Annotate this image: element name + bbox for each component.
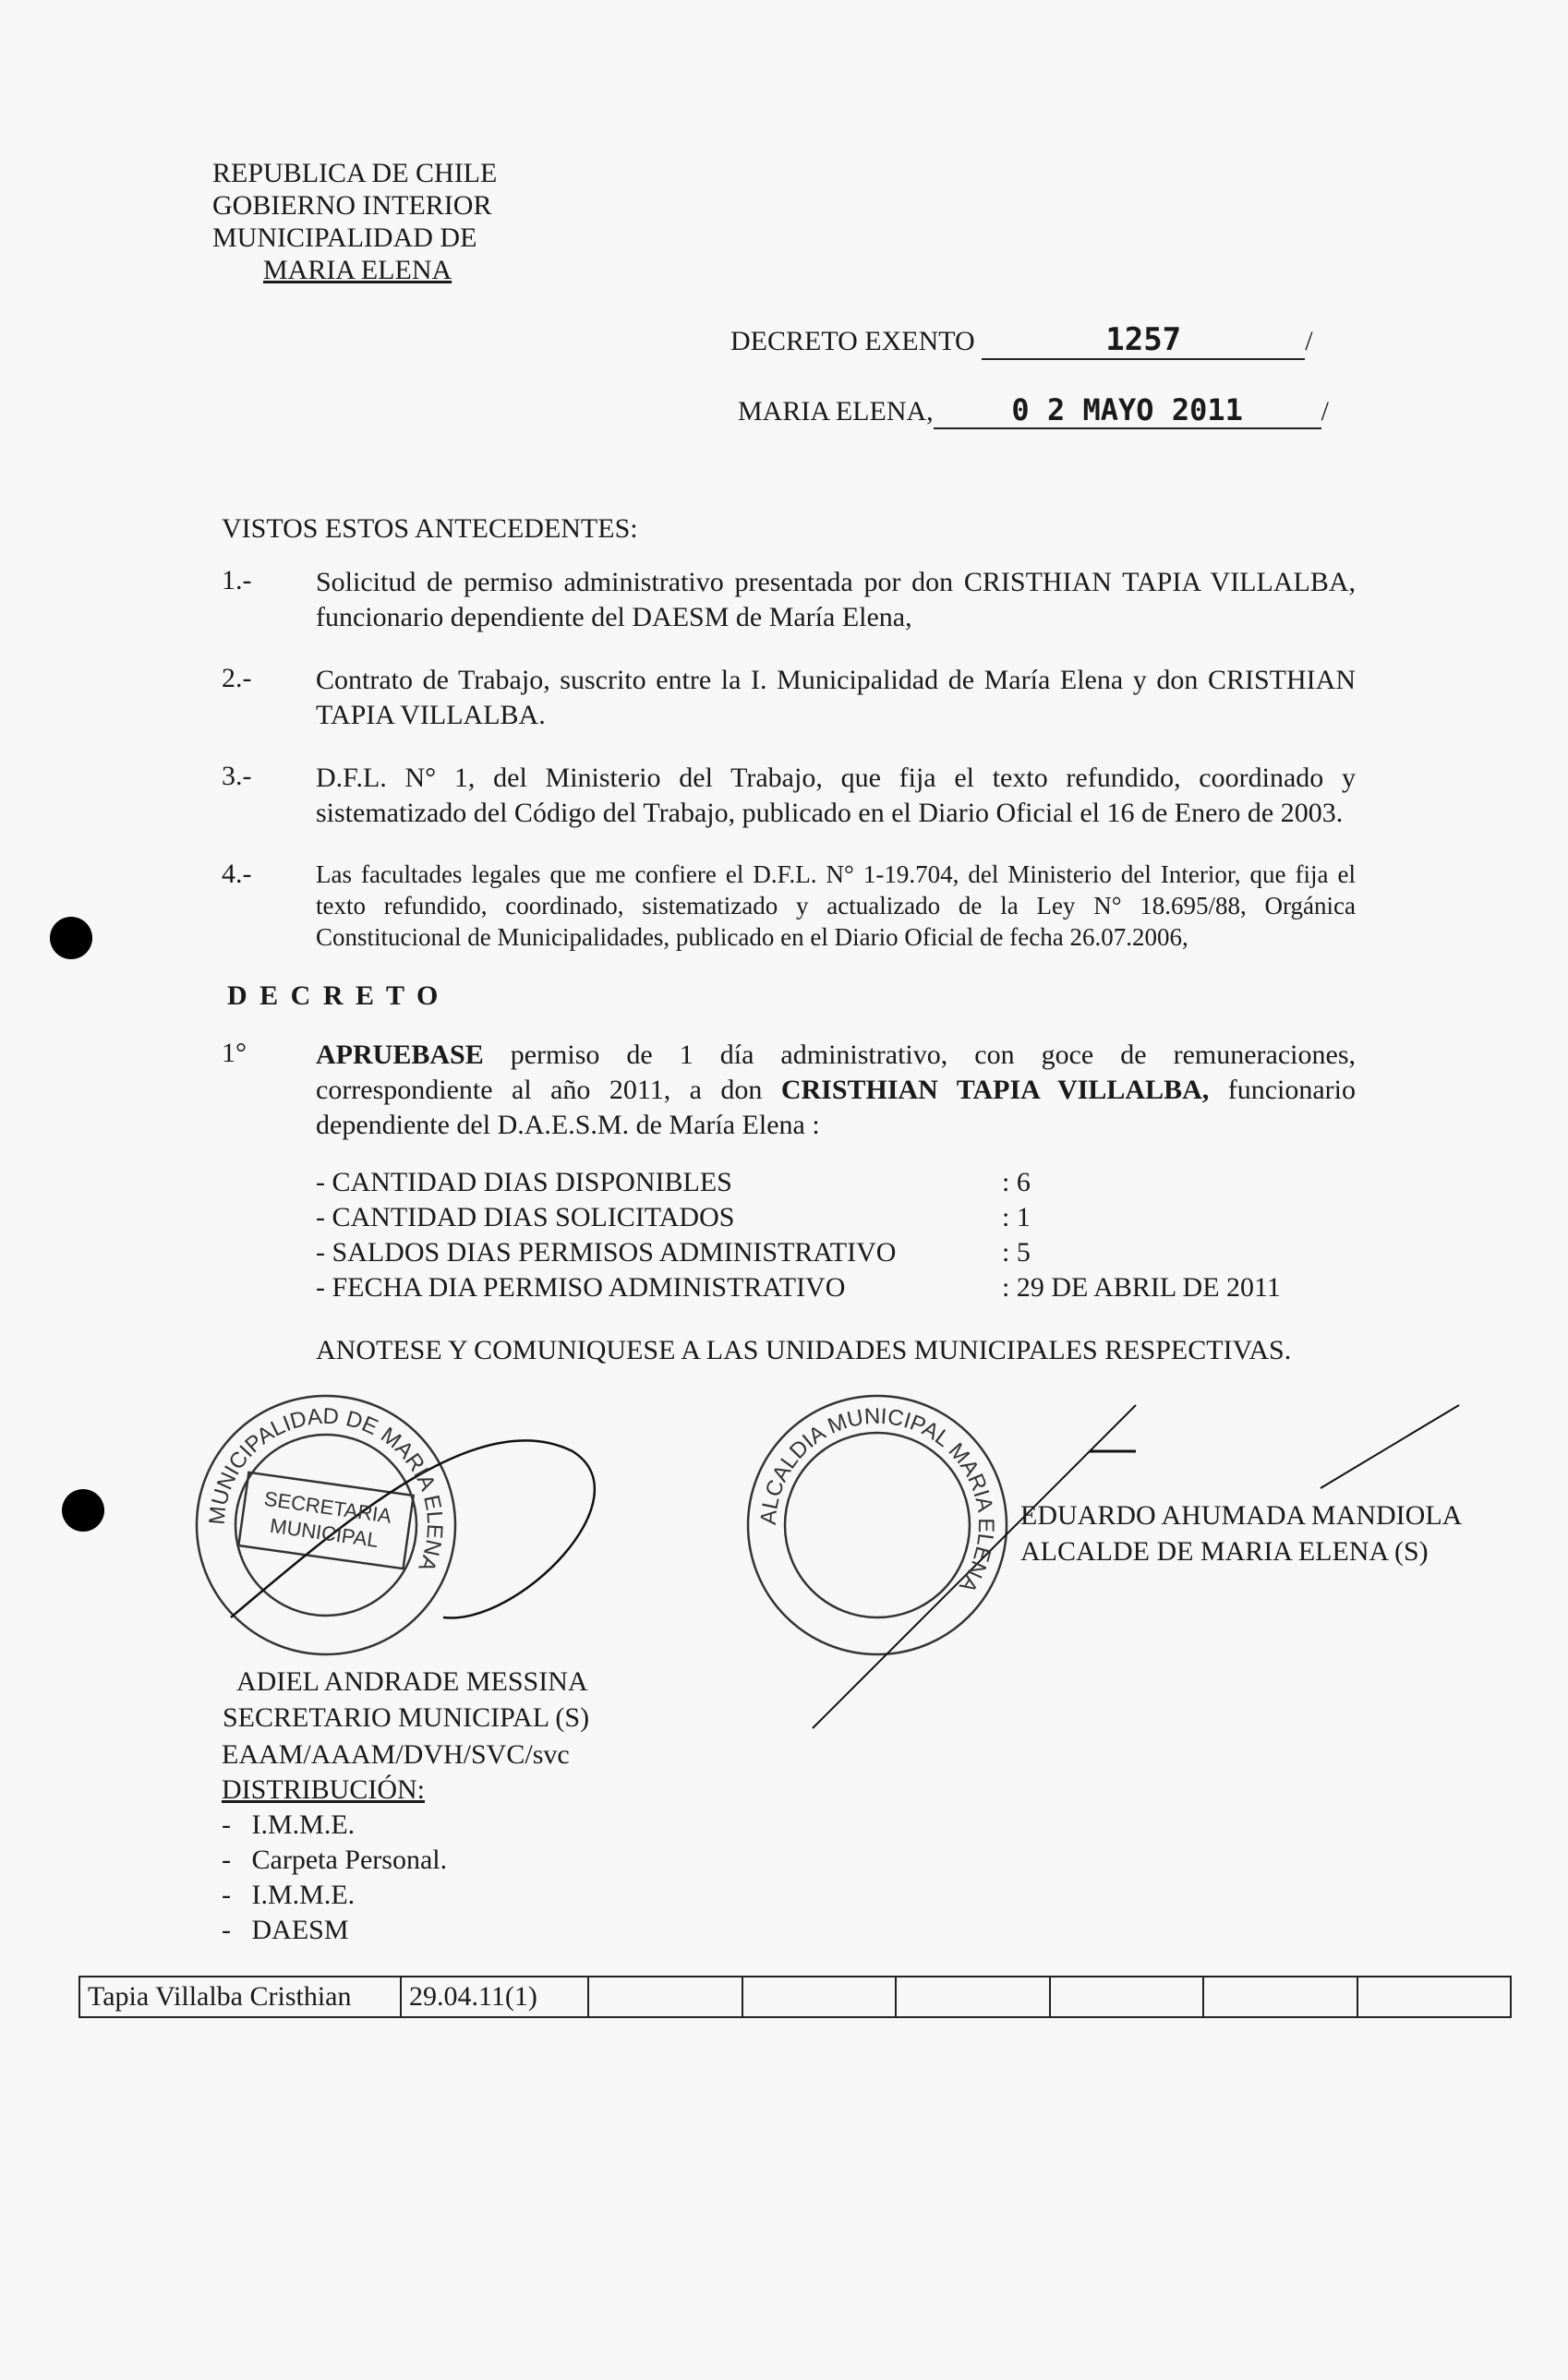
footer-cell xyxy=(588,1977,742,2017)
item-text: Las facultades legales que me confiere el D.F.L. N° 1-19.704, del Ministerio del Interior, que fija el texto refundido, coordinado, sistematizado y actualizado de la Ley N° 18.695/88, Orgánica Constitucional de Municipalidades, publicado en el Diario Oficial de fecha 26.07.2006, xyxy=(316,860,1356,951)
signer-title: SECRETARIO MUNICIPAL (S) xyxy=(223,1702,590,1733)
footer-table xyxy=(78,1976,1512,2018)
right-signature xyxy=(1020,1497,1462,1569)
distribution-item: - DAESM xyxy=(222,1915,349,1945)
place-label: MARIA ELENA, xyxy=(738,396,934,427)
initials: EAAM/AAAM/DVH/SVC/svc xyxy=(222,1739,570,1770)
punch-hole xyxy=(50,917,92,959)
svg-text:MUNICIPALIDAD DE MARIA ELENA xyxy=(205,1404,448,1575)
row-value: : 5 xyxy=(1002,1237,1031,1268)
document-body xyxy=(0,513,1568,2018)
row-value: : 6 xyxy=(1002,1167,1031,1197)
item-text: D.F.L. N° 1, del Ministerio del Trabajo, que fija el texto refundido, coordinado y sistematizado del Código del Trabajo, publicado en el Diario Oficial el 16 de Enero de 2003. xyxy=(316,763,1356,828)
footer-cell xyxy=(1050,1977,1204,2017)
distribution-title: DISTRIBUCIÓN: xyxy=(222,1774,426,1805)
row-label: - CANTIDAD DIAS SOLICITADOS xyxy=(316,1202,735,1232)
footer-cell xyxy=(742,1977,897,2017)
distribution-item: - I.M.M.E. xyxy=(222,1809,356,1840)
item-number: 2.- xyxy=(222,663,252,693)
footer-cell xyxy=(1357,1977,1512,2017)
alcaldia-stamp xyxy=(748,1396,1007,1654)
item-text: Contrato de Trabajo, suscrito entre la I. Municipalidad de María Elena y don CRISTHIAN TAPIA VILLALBA. xyxy=(316,665,1356,730)
row-label: - SALDOS DIAS PERMISOS ADMINISTRATIVO xyxy=(316,1237,897,1268)
stamp-text: MUNICIPALIDAD DE MARIA ELENA xyxy=(204,1403,448,1575)
item-number: 3.- xyxy=(222,761,252,791)
footer-cell: Tapia Villalba Cristhian xyxy=(79,1977,401,2017)
days-list xyxy=(316,1165,1424,1305)
signer-name: ADIEL ANDRADE MESSINA xyxy=(236,1666,588,1697)
footer-cell xyxy=(1203,1977,1357,2017)
distribution-item: - I.M.M.E. xyxy=(222,1880,356,1910)
footer-cell: 29.04.11(1) xyxy=(401,1977,588,2017)
letterhead-line: MUNICIPALIDAD DE xyxy=(212,222,477,253)
decree-number: 1257 xyxy=(982,321,1305,360)
left-signature xyxy=(223,1664,590,1736)
letterhead-line: MARIA ELENA xyxy=(263,255,452,285)
stamp-text: ALCALDIA MUNICIPAL MARIA ELENA xyxy=(755,1403,999,1597)
article-number: 1° xyxy=(222,1038,247,1068)
signer-name: EDUARDO AHUMADA MANDIOLA xyxy=(1020,1500,1463,1531)
distribution xyxy=(222,1737,1568,1948)
signer-title: ALCALDE DE MARIA ELENA (S) xyxy=(1020,1536,1429,1567)
letterhead-line: GOBIERNO INTERIOR xyxy=(212,190,492,221)
decree-number-line: DECRETO EXENTO 1257 / xyxy=(730,321,1313,358)
item-number: 1.- xyxy=(222,565,252,595)
distribution-item: - Carpeta Personal. xyxy=(222,1845,448,1875)
row-label: - CANTIDAD DIAS DISPONIBLES xyxy=(316,1167,732,1197)
vistos-title: VISTOS ESTOS ANTECEDENTES: xyxy=(222,513,638,544)
letterhead xyxy=(212,157,497,286)
decree-date: 0 2 MAYO 2011 xyxy=(934,392,1321,429)
decree-date-line: MARIA ELENA, 0 2 MAYO 2011 / xyxy=(738,392,1329,427)
article-text: APRUEBASE permiso de 1 día administrativo, con goce de remuneraciones, correspondiente al año 2011, a don CRISTHIAN TAPIA VILLALBA, funcionario dependiente del D.A.E.S.M. de María Elena : xyxy=(316,1040,1357,1140)
footer-cell xyxy=(896,1977,1050,2017)
decreto-title: D E C R E T O xyxy=(227,980,441,1011)
stamp-inner-text: SECRETARIA MUNICIPAL xyxy=(262,1486,393,1552)
punch-hole xyxy=(62,1489,104,1532)
row-label: - FECHA DIA PERMISO ADMINISTRATIVO xyxy=(316,1272,846,1303)
signature-area xyxy=(0,1387,1568,1737)
decree-label: DECRETO EXENTO xyxy=(730,326,975,356)
closing-text: ANOTESE Y COMUNIQUESE A LAS UNIDADES MUNICIPALES RESPECTIVAS. xyxy=(316,1335,1292,1365)
row-value: : 29 DE ABRIL DE 2011 xyxy=(1002,1272,1281,1303)
row-value: : 1 xyxy=(1002,1202,1031,1232)
item-text: Solicitud de permiso administrativo presentada por don CRISTHIAN TAPIA VILLALBA, funcionario dependiente del DAESM de María Elena, xyxy=(316,567,1356,632)
item-number: 4.- xyxy=(222,859,252,889)
letterhead-line: REPUBLICA DE CHILE xyxy=(212,158,498,188)
